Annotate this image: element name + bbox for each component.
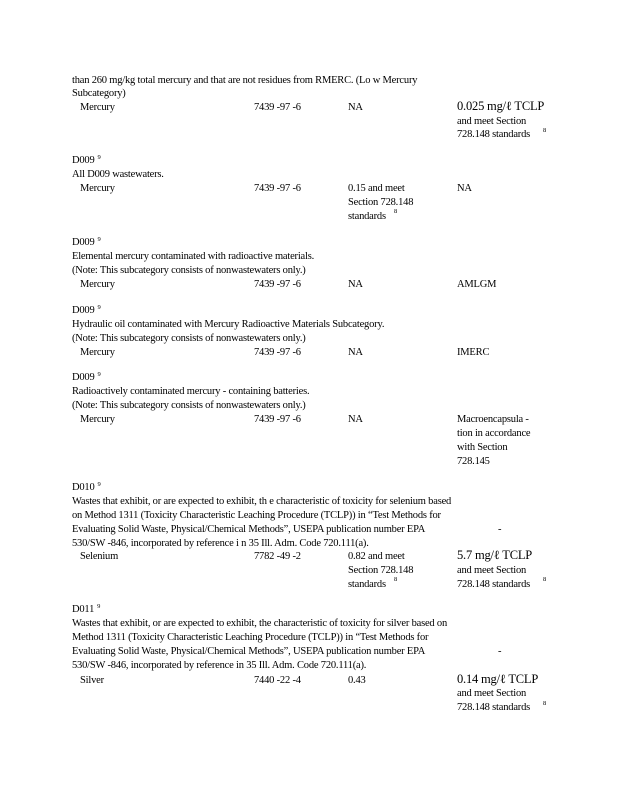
nonwastewater-standard-line: tion in accordance (457, 428, 531, 439)
footnote-marker: 9 (97, 603, 101, 610)
footnote-marker: 8 (543, 700, 547, 707)
waste-code-text: D009 (72, 372, 95, 383)
wastewater-standard: NA (348, 102, 363, 113)
nonwastewater-standard: NA (457, 183, 472, 194)
footnote-marker: 8 (394, 208, 398, 215)
wastewater-standard: NA (348, 347, 363, 358)
wastewater-standard: 0.82 and meet (348, 551, 405, 562)
cas-number: 7439 -97 -6 (254, 279, 301, 290)
waste-description: Elemental mercury contaminated with radioactive materials. (72, 251, 315, 262)
nonwastewater-standard-line: 728.145 (457, 456, 490, 467)
nonwastewater-standard: AMLGM (457, 279, 497, 290)
footnote-marker: 8 (543, 576, 547, 583)
wastewater-standard: 0.15 and meet (348, 183, 405, 194)
nonwastewater-standard: 5.7 mg/ℓ TCLP (457, 548, 533, 562)
waste-code-text: D011 (72, 604, 95, 615)
wastewater-standard: NA (348, 414, 363, 425)
cas-number: 7782 -49 -2 (254, 551, 301, 562)
waste-description: Evaluating Solid Waste, Physical/Chemical Methods”, USEPA publication number EPA (72, 646, 426, 657)
waste-description: 530/SW -846, incorporated by reference in 35 Ill. Adm. Code 720.111(a). (72, 660, 367, 671)
nonwastewater-standard: IMERC (457, 347, 490, 358)
nonwastewater-standard-line: and meet Section (457, 688, 527, 699)
waste-description: Hydraulic oil contaminated with Mercury Radioactive Materials Subcategory. (72, 319, 385, 330)
constituent: Selenium (80, 551, 119, 562)
cas-number: 7439 -97 -6 (254, 414, 301, 425)
nonwastewater-standard-line: and meet Section (457, 565, 527, 576)
wastewater-standard-line: standards (348, 211, 386, 222)
constituent: Mercury (80, 279, 115, 290)
intro-line: Subcategory) (72, 88, 126, 99)
intro-line: than 260 mg/kg total mercury and that are not residues from RMERC. (Lo w Mercury (72, 75, 418, 86)
waste-code (72, 371, 101, 385)
waste-description: Wastes that exhibit, or are expected to exhibit, the characteristic of toxicity for silver based on (72, 618, 448, 629)
waste-code-text: D009 (72, 305, 95, 316)
nonwastewater-standard: 0.14 mg/ℓ TCLP (457, 672, 539, 686)
waste-code-text: D009 (72, 155, 95, 166)
waste-description: 530/SW -846, incorporated by reference i n 35 Ill. Adm. Code 720.111(a). (72, 538, 369, 549)
constituent: Mercury (80, 102, 115, 113)
nonwastewater-standard-line: and meet Section (457, 116, 527, 127)
wastewater-standard: 0.43 (348, 675, 366, 686)
line-dash: - (498, 646, 502, 657)
waste-description: Method 1311 (Toxicity Characteristic Leaching Procedure (TCLP)) in “Test Methods for (72, 632, 429, 643)
nonwastewater-standard-line: 728.148 standards (457, 129, 531, 140)
cas-number: 7439 -97 -6 (254, 347, 301, 358)
waste-description: All D009 wastewaters. (72, 169, 164, 180)
waste-description: on Method 1311 (Toxicity Characteristic Leaching Procedure (TCLP)) in “Test Methods for (72, 510, 441, 521)
wastewater-standard: NA (348, 279, 363, 290)
nonwastewater-standard-line: 728.148 standards (457, 702, 531, 713)
footnote-marker: 9 (97, 236, 101, 243)
footnote-marker: 9 (97, 481, 101, 488)
footnote-marker: 9 (97, 371, 101, 378)
cas-number: 7440 -22 -4 (254, 675, 301, 686)
wastewater-standard-line: Section 728.148 (348, 565, 414, 576)
wastewater-standard-line: standards (348, 579, 386, 590)
footnote-marker: 8 (543, 127, 547, 134)
footnote-marker: 8 (394, 576, 398, 583)
nonwastewater-standard-line: 728.148 standards (457, 579, 531, 590)
waste-description: (Note: This subcategory consists of nonwastewaters only.) (72, 400, 306, 411)
nonwastewater-standard: Macroencapsula - (457, 414, 529, 425)
cas-number: 7439 -97 -6 (254, 102, 301, 113)
constituent: Mercury (80, 347, 115, 358)
waste-description: Wastes that exhibit, or are expected to exhibit, th e characteristic of toxicity for selenium based (72, 496, 452, 507)
constituent: Mercury (80, 183, 115, 194)
constituent: Silver (80, 675, 104, 686)
waste-code (72, 481, 101, 495)
waste-description: Radioactively contaminated mercury - containing batteries. (72, 386, 310, 397)
nonwastewater-standard-line: with Section (457, 442, 508, 453)
waste-code (72, 236, 101, 250)
waste-code-text: D010 (72, 482, 95, 493)
nonwastewater-standard: 0.025 mg/ℓ TCLP (457, 99, 545, 113)
cas-number: 7439 -97 -6 (254, 183, 301, 194)
waste-code-text: D009 (72, 237, 95, 248)
waste-code (72, 603, 100, 617)
wastewater-standard-line: Section 728.148 (348, 197, 414, 208)
footnote-marker: 9 (97, 304, 101, 311)
line-dash: - (498, 524, 502, 535)
waste-description: (Note: This subcategory consists of nonwastewaters only.) (72, 265, 306, 276)
footnote-marker: 9 (97, 154, 101, 161)
waste-description: Evaluating Solid Waste, Physical/Chemical Methods”, USEPA publication number EPA (72, 524, 426, 535)
waste-code (72, 154, 101, 168)
waste-description: (Note: This subcategory consists of nonwastewaters only.) (72, 333, 306, 344)
waste-code (72, 304, 101, 318)
constituent: Mercury (80, 414, 115, 425)
